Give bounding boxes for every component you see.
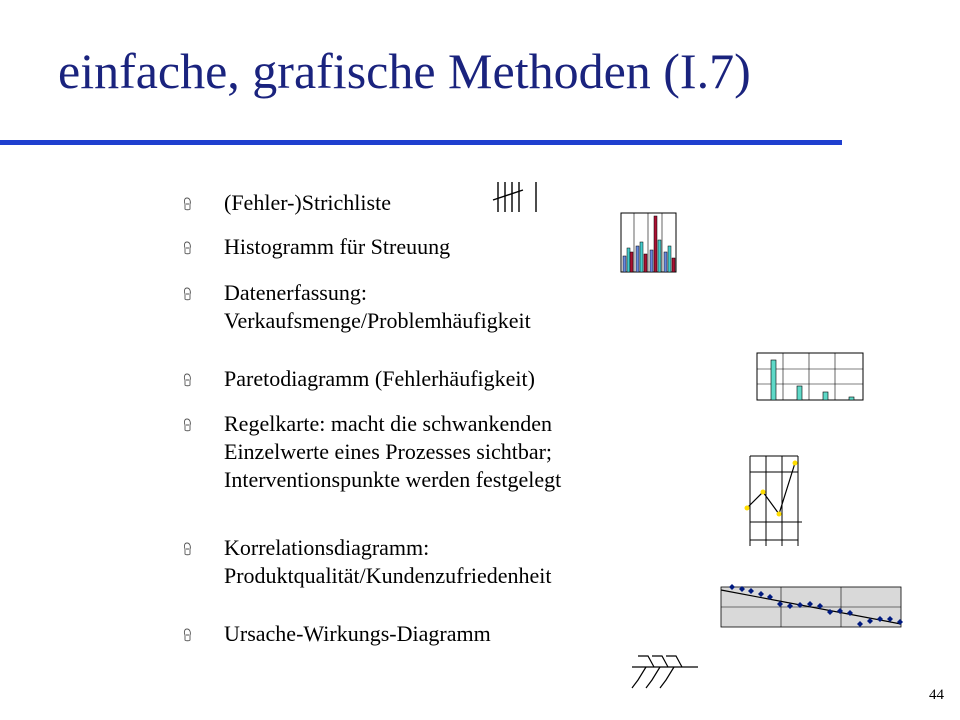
title-divider	[0, 140, 842, 145]
hand-bullet-icon	[182, 418, 193, 432]
histogram-graphic	[620, 212, 678, 274]
bullet-line: Histogramm für Streuung	[224, 234, 451, 259]
hand-bullet-icon	[182, 241, 193, 255]
pareto-graphic	[756, 352, 866, 402]
bullet-line: Einzelwerte eines Prozesses sichtbar;	[224, 439, 553, 464]
scatter-graphic	[718, 584, 908, 630]
page-number: 44	[929, 687, 944, 703]
bullet-line: Interventionspunkte werden festgelegt	[224, 467, 562, 492]
bullet-line: Regelkarte: macht die schwankenden	[224, 411, 553, 436]
hand-bullet-icon	[182, 197, 193, 211]
bullet-line: Datenerfassung:	[224, 280, 367, 305]
bullet-line: Verkaufsmenge/Problemhäufigkeit	[224, 308, 531, 333]
fishbone-graphic	[628, 648, 700, 694]
hand-bullet-icon	[182, 373, 193, 387]
bullet-line: Ursache-Wirkungs-Diagramm	[224, 621, 491, 646]
bullet-line: Korrelationsdiagramm:	[224, 535, 430, 560]
tally-marks-graphic	[492, 180, 548, 216]
hand-bullet-icon	[182, 287, 193, 301]
bullet-line: Paretodiagramm (Fehlerhäufigkeit)	[224, 366, 535, 391]
bullet-line: (Fehler-)Strichliste	[224, 190, 391, 215]
control-chart-graphic	[742, 454, 806, 550]
hand-bullet-icon	[182, 542, 193, 556]
slide-title: einfache, grafische Methoden (I.7)	[58, 43, 751, 99]
bullet-line: Produktqualität/Kundenzufriedenheit	[224, 563, 552, 588]
hand-bullet-icon	[182, 628, 193, 642]
